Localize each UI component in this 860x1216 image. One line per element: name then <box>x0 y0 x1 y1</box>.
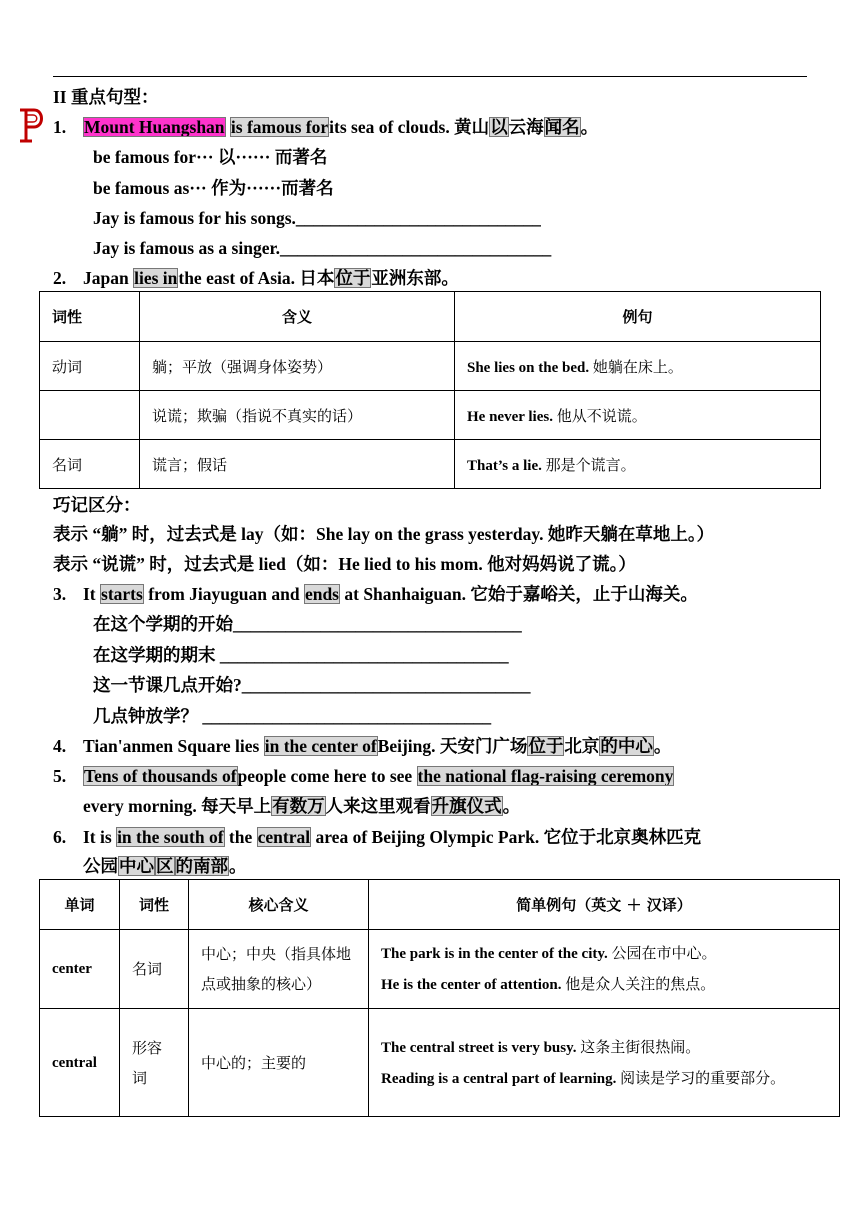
example-line <box>381 969 827 1000</box>
example-line <box>381 1032 827 1063</box>
sentence-5-line-2 <box>83 793 520 819</box>
pos-cell: 形容词 <box>120 1009 189 1117</box>
highlight-phrase: 位于 <box>335 268 371 288</box>
table-header: 单词 <box>40 880 120 930</box>
center-central-table <box>39 879 840 1117</box>
sentence-1 <box>53 114 598 140</box>
example-en: He never lies. <box>467 408 557 425</box>
highlight-phrase: 以 <box>490 117 508 137</box>
section-heading: II 重点句型： <box>53 87 159 107</box>
highlight-phrase: 有数万 <box>272 796 325 816</box>
sentence-3-exercise-2: 在这学期的期末 _________________________________ <box>93 645 509 665</box>
tips-line-2: 表示 “说谎” 时，过去式是 lied（如：He lied to his mom. 他对妈妈说了谎。） <box>53 554 636 574</box>
word-cell: center <box>40 930 120 1009</box>
sentence-5 <box>53 763 674 789</box>
sentence-text: the east of Asia. 日本 <box>178 268 335 288</box>
table-header: 核心含义 <box>189 880 369 930</box>
sentence-3-exercise-1: 在这个学期的开始_________________________________ <box>93 614 522 634</box>
sentence-number: 4. <box>53 736 67 756</box>
example-en: The park is in the center of the city. <box>381 946 612 962</box>
highlight-phrase: 中心 <box>119 856 154 876</box>
example-cn: 阅读是学习的重要部分。 <box>620 1068 786 1087</box>
table-row <box>40 1009 840 1117</box>
lie-usage-table <box>39 291 821 489</box>
highlight-phrase: 升旗仪式 <box>431 796 502 816</box>
sentence-text: 北京 <box>564 736 600 756</box>
table-header: 例句 <box>455 292 821 342</box>
example-cn: 他从不说谎。 <box>556 406 647 425</box>
highlight-phrase: 位于 <box>528 736 564 756</box>
sentence-text: area of Beijing Olympic Park. 它位于北京奥林匹克 <box>311 827 702 847</box>
sentence-3-exercise-3: 这一节课几点开始?_________________________________ <box>93 675 531 695</box>
sentence-number: 1. <box>53 117 67 137</box>
sentence-6 <box>53 824 701 850</box>
example-en: The central street is very busy. <box>381 1039 581 1056</box>
example-en: She lies on the bed. <box>467 359 593 376</box>
sentence-text: 亚洲东部。 <box>371 268 459 288</box>
sentence-text: 。 <box>653 736 672 756</box>
sentence-6-line-2 <box>83 853 247 879</box>
sentence-1-note-2: be famous as··· 作为······而著名 <box>93 178 334 198</box>
sentence-number: 5. <box>53 766 67 786</box>
example-en: Reading is a central part of learning. <box>381 1070 621 1087</box>
sentence-text: every morning. 每天早上 <box>83 796 272 816</box>
sentence-text: Beijing. 天安门广场 <box>377 736 528 756</box>
sentence-1-exercise-2: Jay is famous as a singer._______________________________ <box>93 238 552 258</box>
sentence-text: the <box>224 827 257 847</box>
highlight-phrase: 闻名 <box>544 117 580 137</box>
highlight-phrase: Tens of thousands of <box>84 766 237 786</box>
sentence-text: people come here to see <box>237 766 417 786</box>
sentence-text: 。 <box>229 856 247 876</box>
example-cell <box>455 440 821 489</box>
highlight-phrase: central <box>257 827 311 847</box>
tips-title: 巧记区分： <box>53 495 141 515</box>
sentence-number: 6. <box>53 827 67 847</box>
table-header: 含义 <box>140 292 455 342</box>
sentence-text: Tian'anmen Square lies <box>83 736 264 756</box>
highlight-phrase: starts <box>101 584 143 604</box>
sentence-text: 人来这里观看 <box>325 796 431 816</box>
sentence-4 <box>53 733 671 759</box>
word-cell: central <box>40 1009 120 1117</box>
sentence-text: Japan <box>83 268 134 288</box>
highlight-phrase: lies in <box>134 268 178 288</box>
sentence-number: 2. <box>53 268 67 288</box>
highlight-phrase: in the center of <box>264 736 377 756</box>
pos-cell: 名词 <box>120 930 189 1009</box>
sentence-text: its sea of clouds. 黄山 <box>329 117 490 137</box>
sentence-3-exercise-4: 几点钟放学？ _________________________________ <box>93 706 492 726</box>
example-cell <box>455 342 821 391</box>
p-logo-icon <box>17 108 47 144</box>
sentence-text: It <box>83 584 101 604</box>
sentence-1-note-1: be famous for··· 以······ 而著名 <box>93 147 328 167</box>
example-cn: 公园在市中心。 <box>611 944 717 962</box>
example-en: He is the center of attention. <box>381 977 566 993</box>
sentence-text: from Jiayuguan and <box>143 584 304 604</box>
example-cn: 这条主街很热闹。 <box>580 1037 701 1056</box>
table-header: 词性 <box>40 292 140 342</box>
highlight-phrase: ends <box>304 584 339 604</box>
example-cn: 那是个谎言。 <box>545 455 636 474</box>
highlight-phrase: 的中心 <box>600 736 653 756</box>
highlight-phrase: 的南部 <box>175 856 228 876</box>
sentence-text: 云海 <box>508 117 544 137</box>
meaning-cell: 说谎；欺骗（指说不真实的话） <box>140 391 455 440</box>
sentence-1-exercise-1: Jay is famous for his songs.____________________________ <box>93 208 541 228</box>
sentence-3 <box>53 581 698 607</box>
highlight-phrase: the national flag-raising ceremony <box>417 766 674 786</box>
tips-line-1: 表示 “躺” 时，过去式是 lay（如：She lay on the grass yesterday. 她昨天躺在草地上。） <box>53 524 715 544</box>
table-header: 简单例句（英文 ＋ 汉译） <box>369 880 840 930</box>
highlight-phrase: in the south of <box>117 827 224 847</box>
sentence-text: 。 <box>502 796 521 816</box>
table-header-row <box>40 880 840 930</box>
pos-cell: 名词 <box>40 440 140 489</box>
pos-cell: 动词 <box>40 342 140 391</box>
example-cell <box>369 930 840 1009</box>
meaning-cell: 中心的；主要的 <box>189 1009 369 1117</box>
meaning-cell: 中心；中央（指具体地点或抽象的核心） <box>189 930 369 1009</box>
highlight-phrase: is famous for <box>230 117 329 137</box>
example-en: That’s a lie. <box>467 457 546 474</box>
sentence-text: 。 <box>580 117 599 137</box>
sentence-text: at Shanhaiguan. 它始于嘉峪关，止于山海关。 <box>340 584 698 604</box>
example-cell <box>369 1009 840 1117</box>
example-line <box>381 1063 827 1094</box>
pos-cell <box>40 391 140 440</box>
example-cell <box>455 391 821 440</box>
sentence-text: It is <box>83 827 117 847</box>
sentence-2 <box>53 265 459 291</box>
sentence-number: 3. <box>53 584 67 604</box>
table-row <box>40 342 821 391</box>
table-row <box>40 391 821 440</box>
top-rule <box>53 76 807 77</box>
highlight-pink: Mount Huangshan <box>84 117 225 137</box>
highlight-phrase: 区 <box>156 856 174 876</box>
meaning-cell: 谎言；假话 <box>140 440 455 489</box>
meaning-cell: 躺；平放（强调身体姿势） <box>140 342 455 391</box>
example-cn: 他是众人关注的焦点。 <box>565 975 716 993</box>
table-row <box>40 930 840 1009</box>
sentence-text: 公园 <box>83 856 118 876</box>
table-header-row <box>40 292 821 342</box>
table-header: 词性 <box>120 880 189 930</box>
example-cn: 她躺在床上。 <box>592 357 683 376</box>
table-row <box>40 440 821 489</box>
example-line <box>381 938 827 969</box>
